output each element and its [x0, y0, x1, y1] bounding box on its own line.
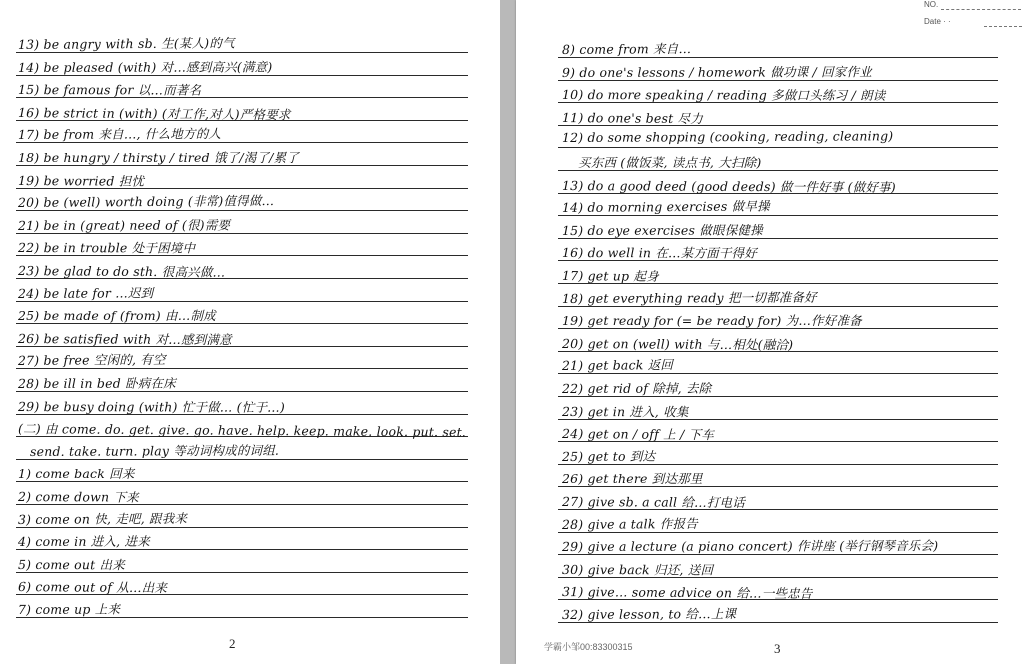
entry-line: 21) get back 返回	[561, 357, 674, 374]
entry-line: 22) be in trouble 处于困境中	[18, 240, 196, 256]
entry-line: 7) come up 上来	[17, 601, 121, 617]
entry-line: 27) give sb. a call 给…打电话	[562, 494, 745, 510]
entry-line: 26) get there 到达那里	[562, 471, 703, 487]
entry-line: 3) come on 快, 走吧, 跟我来	[17, 510, 188, 527]
entry-line: 19) be worried 担忧	[18, 172, 145, 189]
entry-line: 14) be pleased (with) 对…感到高兴(满意)	[17, 58, 273, 75]
entry-line: 31) give… some advice on 给…一些忠告	[562, 584, 813, 602]
page-gutter	[500, 0, 516, 664]
entry-line: 25) be made of (from) 由…制成	[18, 308, 216, 324]
entry-line: 18) be hungry / thirsty / tired 饿了/渴了/累了	[18, 150, 299, 165]
date-field-line	[984, 26, 1022, 27]
entry-line: 2) come down 下来	[18, 489, 139, 505]
entry-line: 28) be ill in bed 卧病在床	[17, 375, 176, 391]
entry-line: 21) be in (great) need of (很)需要	[17, 217, 231, 233]
entry-line: 28) give a talk 作报告	[561, 515, 698, 532]
page-footer: 学霸小邹00:83300315	[544, 642, 633, 652]
entry-line: 14) do morning exercises 做早操	[561, 198, 770, 216]
entry-line: 8) come from 来自…	[561, 40, 692, 58]
entry-line: 19) get ready for (= be ready for) 为…作好准备	[562, 313, 862, 329]
entry-line: 11) do one's best 尽力	[562, 109, 703, 126]
entry-line: 27) be free 空闲的, 有空	[17, 352, 166, 369]
entry-line: 24) get on / off 上 / 下车	[562, 426, 715, 443]
entry-line: 23) be glad to do sth. 很高兴做…	[18, 263, 226, 280]
entry-line: 20) get on (well) with 与…相处(融洽)	[562, 335, 794, 353]
entry-line: send. take. turn. play 等动词构成的词组.	[29, 442, 280, 459]
entry-line: (二) 由 come. do. get. give. go. have. help. keep. make. look. put. set.	[18, 421, 467, 440]
entry-line: 5) come out 出来	[18, 556, 125, 573]
entry-line: 13) be angry with sb. 生(某人)的气	[17, 35, 235, 53]
entry-line: 13) do a good deed (good deeds) 做一件好事 (做好事)	[562, 177, 896, 195]
entry-line: 24) be late for …迟到	[17, 284, 154, 301]
entry-line: 25) get to 到达	[561, 448, 656, 464]
entry-line: 30) give back 归还, 送回	[562, 561, 714, 578]
entry-line: 买东西 (做饭菜, 读点书, 大扫除)	[578, 155, 762, 170]
number-field-line	[941, 9, 1021, 10]
entry-line: 18) get everything ready 把一切都准备好	[561, 289, 817, 306]
entry-line: 16) do well in 在…某方面干得好	[562, 245, 757, 261]
entry-line: 1) come back 回来	[18, 466, 135, 482]
entry-line: 15) do eye exercises 做眼保健操	[561, 222, 763, 238]
entry-line: 6) come out of 从…出来	[18, 579, 168, 596]
notebook-page-right	[516, 0, 1027, 664]
entry-line: 12) do some shopping (cooking, reading, cleaning)	[561, 128, 894, 146]
page-number: 2	[229, 636, 236, 651]
entry-line: 22) get rid of 除掉, 去除	[561, 380, 712, 396]
entry-line: 15) be famous for 以…而著名	[18, 82, 202, 98]
entry-line: 16) be strict in (with) (对工作,对人)严格要求	[18, 104, 291, 122]
notebook-page-left	[0, 0, 500, 664]
date-label: Date · ·	[924, 17, 951, 26]
rule-line	[558, 147, 998, 148]
entry-line: 20) be (well) worth doing (非常)值得做…	[17, 193, 275, 211]
entry-line: 17) get up 起身	[562, 268, 659, 284]
entry-line: 4) come in 进入, 进来	[17, 533, 150, 550]
entry-line: 29) be busy doing (with) 忙于做… (忙于…)	[18, 398, 285, 415]
number-label: NO.	[924, 0, 939, 9]
entry-line: 32) give lesson, to 给…上课	[561, 606, 737, 622]
entry-line: 26) be satisfied with 对…感到满意	[18, 330, 232, 347]
entry-line: 10) do more speaking / reading 多做口头练习 / 朗读	[562, 87, 886, 104]
rule-line	[558, 373, 998, 374]
entry-line: 29) give a lecture (a piano concert) 作讲座 (举行钢琴音乐会)	[561, 538, 939, 555]
entry-line: 17) be from 来自…, 什么地方的人	[17, 126, 222, 143]
entry-line: 23) get in 进入, 收集	[562, 403, 689, 419]
rule-line	[16, 368, 468, 369]
entry-line: 9) do one's lessons / homework 做功课 / 回家作业	[561, 63, 872, 80]
page-number: 3	[774, 641, 781, 656]
